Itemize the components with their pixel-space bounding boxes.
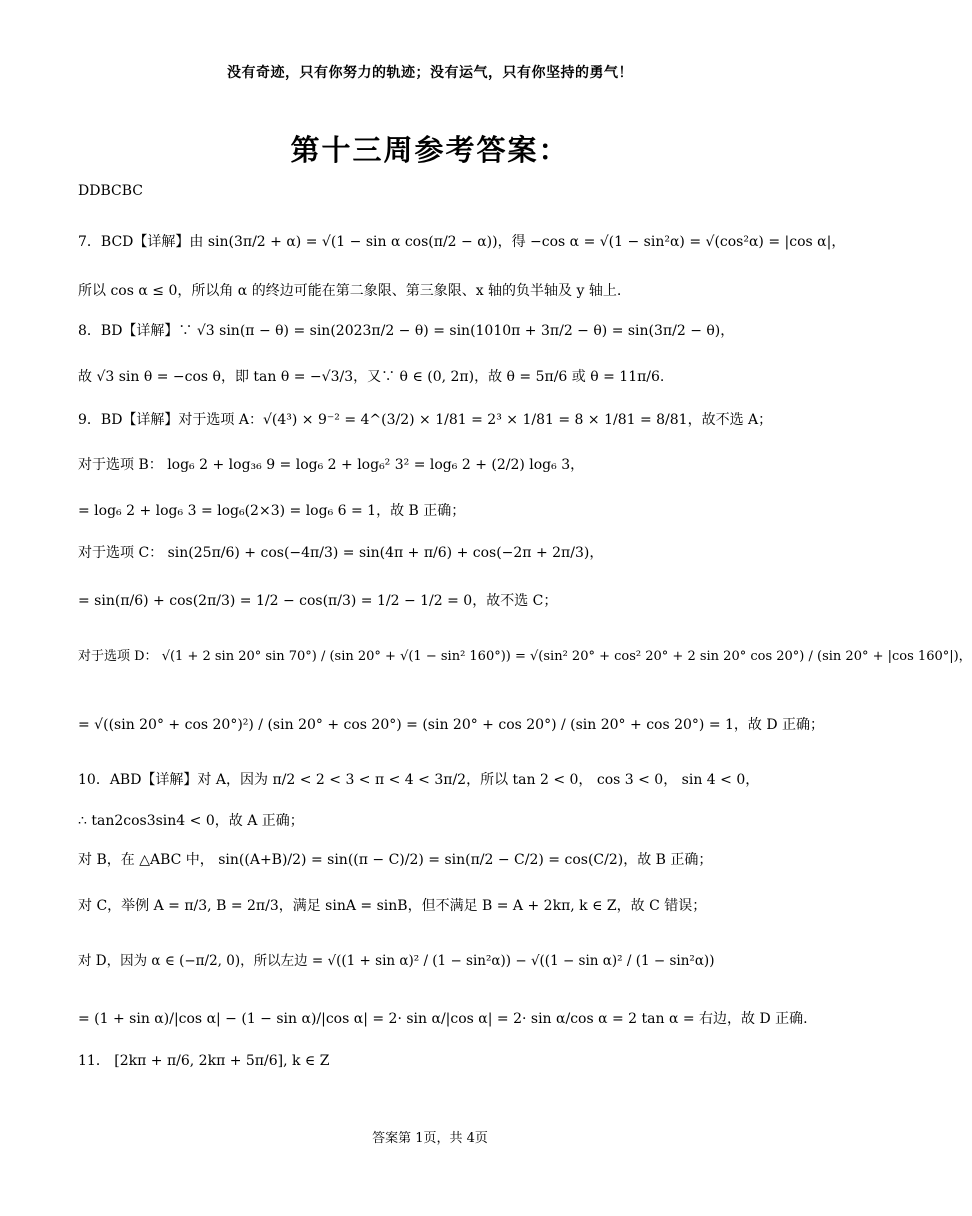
- answer-line-9-b: 对于选项 B： log₆ 2 + log₃₆ 9 = log₆ 2 + log₆² 3² = log₆ 2 + (2/2) log₆ 3，: [78, 457, 585, 473]
- answer-line-10-a: 10．ABD【详解】对 A，因为 π/2 < 2 < 3 < π < 4 < 3π/2，所以 tan 2 < 0， cos 3 < 0， sin 4 < 0，: [78, 772, 760, 788]
- page-footer: 答案第 1页，共 4页: [372, 1131, 488, 1146]
- answer-line-10-d: 对 C，举例 A = π/3, B = 2π/3，满足 sinA = sinB，但不满足 B = A + 2kπ, k ∈ Z，故 C 错误；: [78, 898, 707, 914]
- answer-line-10-b: ∴ tan2cos3sin4 < 0，故 A 正确；: [78, 813, 304, 829]
- answer-line-7-a: 7．BCD【详解】由 sin(3π/2 + α) = √(1 − sin α cos(π/2 − α))，得 −cos α = √(1 − sin²α) = √(cos²α) = |cos α|，: [78, 234, 846, 250]
- answer-line-10-e: 对 D，因为 α ∈ (−π/2, 0)，所以左边 = √((1 + sin α)² / (1 − sin²α)) − √((1 − sin α)² / (1 − sin²α)): [78, 953, 715, 969]
- answer-line-7-b: 所以 cos α ≤ 0，所以角 α 的终边可能在第二象限、第三象限、x 轴的负半轴及 y 轴上.: [78, 283, 622, 299]
- multiple-choice-answers: DDBCBC: [78, 183, 143, 199]
- answer-line-10-f: = (1 + sin α)/|cos α| − (1 − sin α)/|cos α| = 2· sin α/|cos α| = 2· sin α/cos α = 2 tan α = 右边，故 D 正确.: [78, 1011, 808, 1027]
- answer-line-9-f: 对于选项 D： √(1 + 2 sin 20° sin 70°) / (sin 20° + √(1 − sin² 160°)) = √(sin² 20° + cos² 20° + 2 sin 20° cos 20°) / (sin 20° + |cos 160°|)，: [78, 649, 972, 664]
- answer-line-9-g: = √((sin 20° + cos 20°)²) / (sin 20° + cos 20°) = (sin 20° + cos 20°) / (sin 20° + cos 20°) = 1，故 D 正确；: [78, 717, 825, 733]
- answer-line-9-c: = log₆ 2 + log₆ 3 = log₆(2×3) = log₆ 6 = 1，故 B 正确；: [78, 503, 466, 519]
- header-motto: 没有奇迹，只有你努力的轨迹；没有运气，只有你坚持的勇气！: [227, 65, 633, 81]
- answer-line-10-c: 对 B，在 △ABC 中， sin((A+B)/2) = sin((π − C)/2) = sin(π/2 − C/2) = cos(C/2)，故 B 正确；: [78, 852, 713, 868]
- answer-line-11: 11． [2kπ + π/6, 2kπ + 5π/6], k ∈ Z: [78, 1053, 330, 1069]
- page-title: 第十三周参考答案：: [290, 133, 570, 167]
- answer-line-8-b: 故 √3 sin θ = −cos θ，即 tan θ = −√3/3，又∵ θ ∈ (0, 2π)，故 θ = 5π/6 或 θ = 11π/6.: [78, 369, 665, 385]
- answer-line-8-a: 8．BD【详解】∵ √3 sin(π − θ) = sin(2023π/2 − θ) = sin(1010π + 3π/2 − θ) = sin(3π/2 − θ)，: [78, 323, 735, 339]
- answer-line-9-e: = sin(π/6) + cos(2π/3) = 1/2 − cos(π/3) = 1/2 − 1/2 = 0，故不选 C；: [78, 593, 558, 609]
- answer-line-9-a: 9．BD【详解】对于选项 A：√(4³) × 9⁻² = 4^(3/2) × 1/81 = 2³ × 1/81 = 8 × 1/81 = 8/81，故不选 A；: [78, 412, 773, 428]
- answer-line-9-d: 对于选项 C： sin(25π/6) + cos(−4π/3) = sin(4π + π/6) + cos(−2π + 2π/3)，: [78, 545, 604, 561]
